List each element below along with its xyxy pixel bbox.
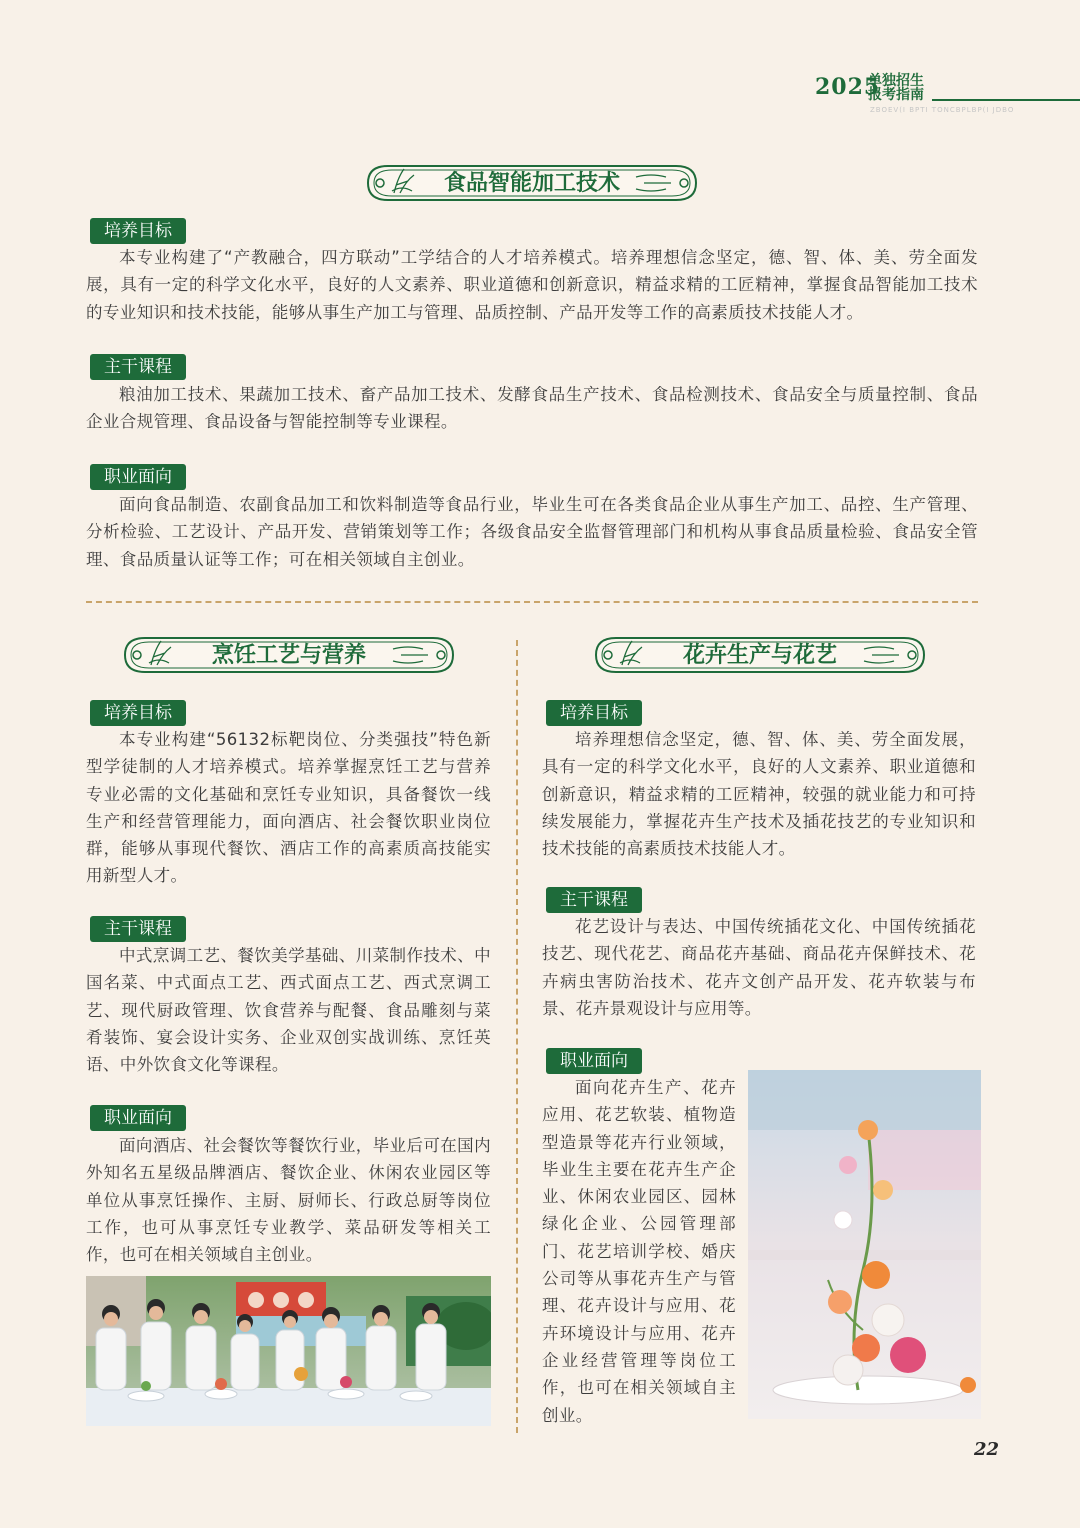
career-label: 职业面向 [90,1105,186,1131]
course-label: 主干课程 [90,916,186,942]
career-label: 职业面向 [90,464,186,490]
header-title-line1: 单独招生 [868,73,924,89]
goal-text: 培养理想信念坚定，德、智、体、美、劳全面发展，具有一定的科学文化水平，良好的人文素养、职业道德和创新意识，精益求精的工匠精神，较强的就业能力和可持续发展能力，掌握花卉生产技术及插花技艺的专业知识和技术技能的高素质技术技能人才。 [542,730,976,859]
goal-label: 培养目标 [90,700,186,726]
goal-text: 本专业构建了“产教融合，四方联动”工学结合的人才培养模式。培养理想信念坚定，德、智、体、美、劳全面发展，具有一定的科学文化水平，良好的人文素养、职业道德和创新意识，精益求精的工匠精神，掌握食品智能加工技术的专业知识和技术技能，能够从事生产加工与管理、品质控制、产品开发等工作的高素质技术技能人才。 [86,248,978,322]
chefs-photo-illustration [86,1276,491,1426]
section-title-banner [123,635,455,675]
section-title: 食品智能加工技术 [443,170,620,196]
course-text: 粮油加工技术、果蔬加工技术、畜产品加工技术、发酵食品生产技术、食品检测技术、食品安全与质量控制、食品企业合规管理、食品设备与智能控制等专业课程。 [86,385,978,432]
horizontal-divider [86,601,978,603]
flower-photo-illustration [748,1070,981,1419]
career-label: 职业面向 [546,1048,642,1074]
header-year: 2025 [815,74,881,100]
vertical-divider [516,640,518,1433]
course-label: 主干课程 [90,354,186,380]
header-subtitle: ZBOEV(I BPTI TONCBPLBP(I JDBO [870,106,1015,114]
goal-label: 培养目标 [90,218,186,244]
page-number: 22 [974,1439,1000,1460]
career-text: 面向花卉生产、花卉应用、花艺软装、植物造型造景等花卉行业领域，毕业生主要在花卉生产企业、休闲农业园区、园林绿化企业、公园管理部门、花艺培训学校、婚庆公司等从事花卉生产与管理、花卉设计与应用、花卉环境设计与应用、花卉企业经营管理等岗位工作，也可在相关领域自主创业。 [542,1078,736,1425]
course-text: 中式烹调工艺、餐饮美学基础、川菜制作技术、中国名菜、中式面点工艺、西式面点工艺、西式烹调工艺、现代厨政管理、饮食营养与配餐、食品雕刻与菜肴装饰、宴会设计实务、企业双创实战训练、烹饪英语、中外饮食文化等课程。 [86,946,491,1075]
goal-label: 培养目标 [546,700,642,726]
chefs-group-photo [86,1276,491,1426]
section-title: 烹饪工艺与营养 [211,642,366,668]
header-rule [932,99,1080,101]
flower-arrangement-photo [748,1070,981,1419]
section-title-banner [594,635,926,675]
career-text: 面向酒店、社会餐饮等餐饮行业，毕业后可在国内外知名五星级品牌酒店、餐饮企业、休闲农业园区等单位从事烹饪操作、主厨、厨师长、行政总厨等岗位工作，也可从事烹饪专业教学、菜品研发等相关工作，也可在相关领域自主创业。 [86,1136,491,1265]
course-text: 花艺设计与表达、中国传统插花文化、中国传统插花技艺、现代花艺、商品花卉基础、商品花卉保鲜技术、花卉病虫害防治技术、花卉文创产品开发、花卉软装与布景、花卉景观设计与应用等。 [542,917,976,1018]
header-title-line2: 报考指南 [868,87,924,103]
section-title-banner [366,163,698,203]
course-label: 主干课程 [546,887,642,913]
goal-text: 本专业构建“56132标靶岗位、分类强技”特色新型学徒制的人才培养模式。培养掌握烹饪工艺与营养专业必需的文化基础和烹饪专业知识，具备餐饮一线生产和经营管理能力，面向酒店、社会餐饮职业岗位群，能够从事现代餐饮、酒店工作的高素质高技能实用新型人才。 [86,730,491,886]
career-text: 面向食品制造、农副食品加工和饮料制造等食品行业，毕业生可在各类食品企业从事生产加工、品控、生产管理、分析检验、工艺设计、产品开发、营销策划等工作；各级食品安全监督管理部门和机构从事食品质量检验、食品安全管理、食品质量认证等工作；可在相关领域自主创业。 [86,495,978,569]
section-title: 花卉生产与花艺 [682,642,837,668]
